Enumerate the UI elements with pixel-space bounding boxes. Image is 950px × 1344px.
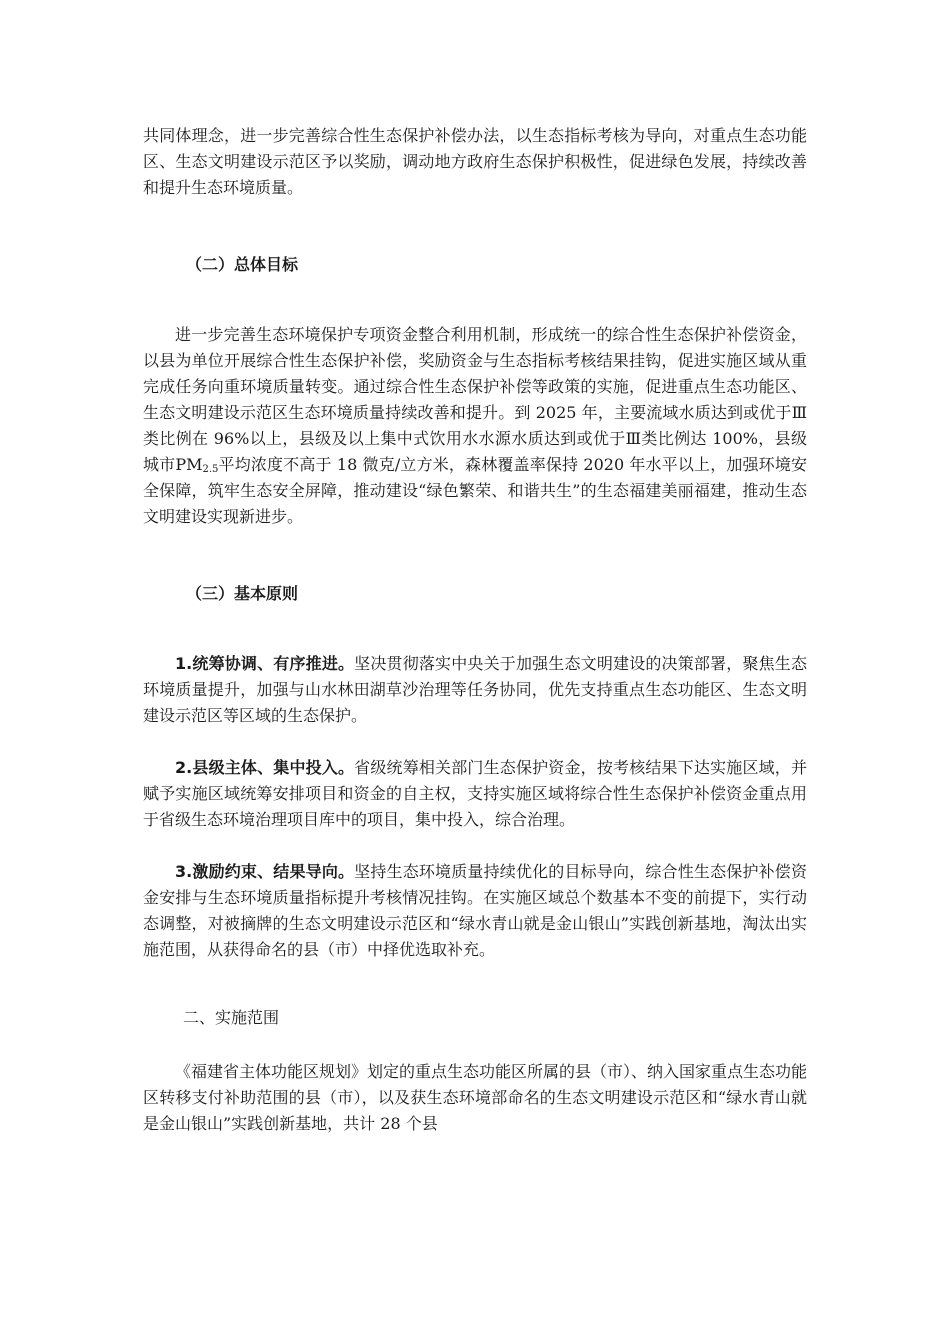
paragraph-implementation-scope: 《福建省主体功能区规划》划定的重点生态功能区所属的县（市）、纳入国家重点生态功能区转移支付补助范围的县（市），以及获生态环境部命名的生态文明建设示范区和“绿水青山就是金山银山”实践创新基地，共计 28 个县 <box>143 1062 808 1133</box>
principle-3-title: 3.激励约束、结果导向。 <box>175 862 355 881</box>
heading-implementation-scope: 二、实施范围 <box>183 1008 280 1027</box>
principle-2-body: 省级统筹相关部门生态保护资金，按考核结果下达实施区域，并赋予实施区域统筹安排项目和资金的自主权，支持实施区域将综合性生态保护补偿资金重点用于省级生态环境治理项目库中的项目，集中投入，综合治理。 <box>143 758 807 829</box>
heading-basic-principles: （三）基本原则 <box>186 584 299 603</box>
principle-3-body: 坚持生态环境质量持续优化的目标导向，综合性生态保护补偿资金安排与生态环境质量指标提升考核情况挂钩。在实施区域总个数基本不变的前提下，实行动态调整，对被摘牌的生态文明建设示范区和“绿水青山就是金山银山”实践创新基地，淘汰出实施范围，从获得命名的县（市）中择优选取补充。 <box>143 862 807 959</box>
goal-text-part2: 平均浓度不高于 18 微克/立方米，森林覆盖率保持 2020 年水平以上，加强环境安全保障，筑牢生态安全屏障，推动建设“绿色繁荣、和谐共生”的生态福建美丽福建，推动生态文明建设实现新进步。 <box>143 455 807 526</box>
principle-2 <box>143 755 807 833</box>
principle-2-title: 2.县级主体、集中投入。 <box>175 758 355 777</box>
principle-3 <box>143 859 807 963</box>
document-page <box>143 123 807 1137</box>
paragraph-intro-continuation: 共同体理念，进一步完善综合性生态保护补偿办法，以生态指标考核为导向，对重点生态功能区、生态文明建设示范区予以奖励，调动地方政府生态保护积极性，促进绿色发展，持续改善和提升生态环境质量。 <box>143 126 807 197</box>
principle-1-body: 坚决贯彻落实中央关于加强生态文明建设的决策部署，聚焦生态环境质量提升，加强与山水林田湖草沙治理等任务协同，优先支持重点生态功能区、生态文明建设示范区等区域的生态保护。 <box>143 654 807 725</box>
principle-1-title: 1.统筹协调、有序推进。 <box>175 654 355 673</box>
pm-subscript: 2.5 <box>202 464 219 475</box>
heading-overall-goal: （二）总体目标 <box>186 255 299 274</box>
goal-text-part1: 进一步完善生态环境保护专项资金整合利用机制，形成统一的综合性生态保护补偿资金，以县为单位开展综合性生态保护补偿，奖励资金与生态指标考核结果挂钩，促进实施区域从重完成任务向重环境质量转变。通过综合性生态保护补偿等政策的实施，促进重点生态功能区、生态文明建设示范区生态环境质量持续改善和提升。到 2025 年，主要流域水质达到或优于Ⅲ类比例在 96%以上，县级及以上集中式饮用水水源水质达到或优于Ⅲ类比例达 100%，县级城市PM <box>143 325 807 474</box>
principle-1 <box>143 651 807 729</box>
paragraph-overall-goal <box>143 322 807 530</box>
